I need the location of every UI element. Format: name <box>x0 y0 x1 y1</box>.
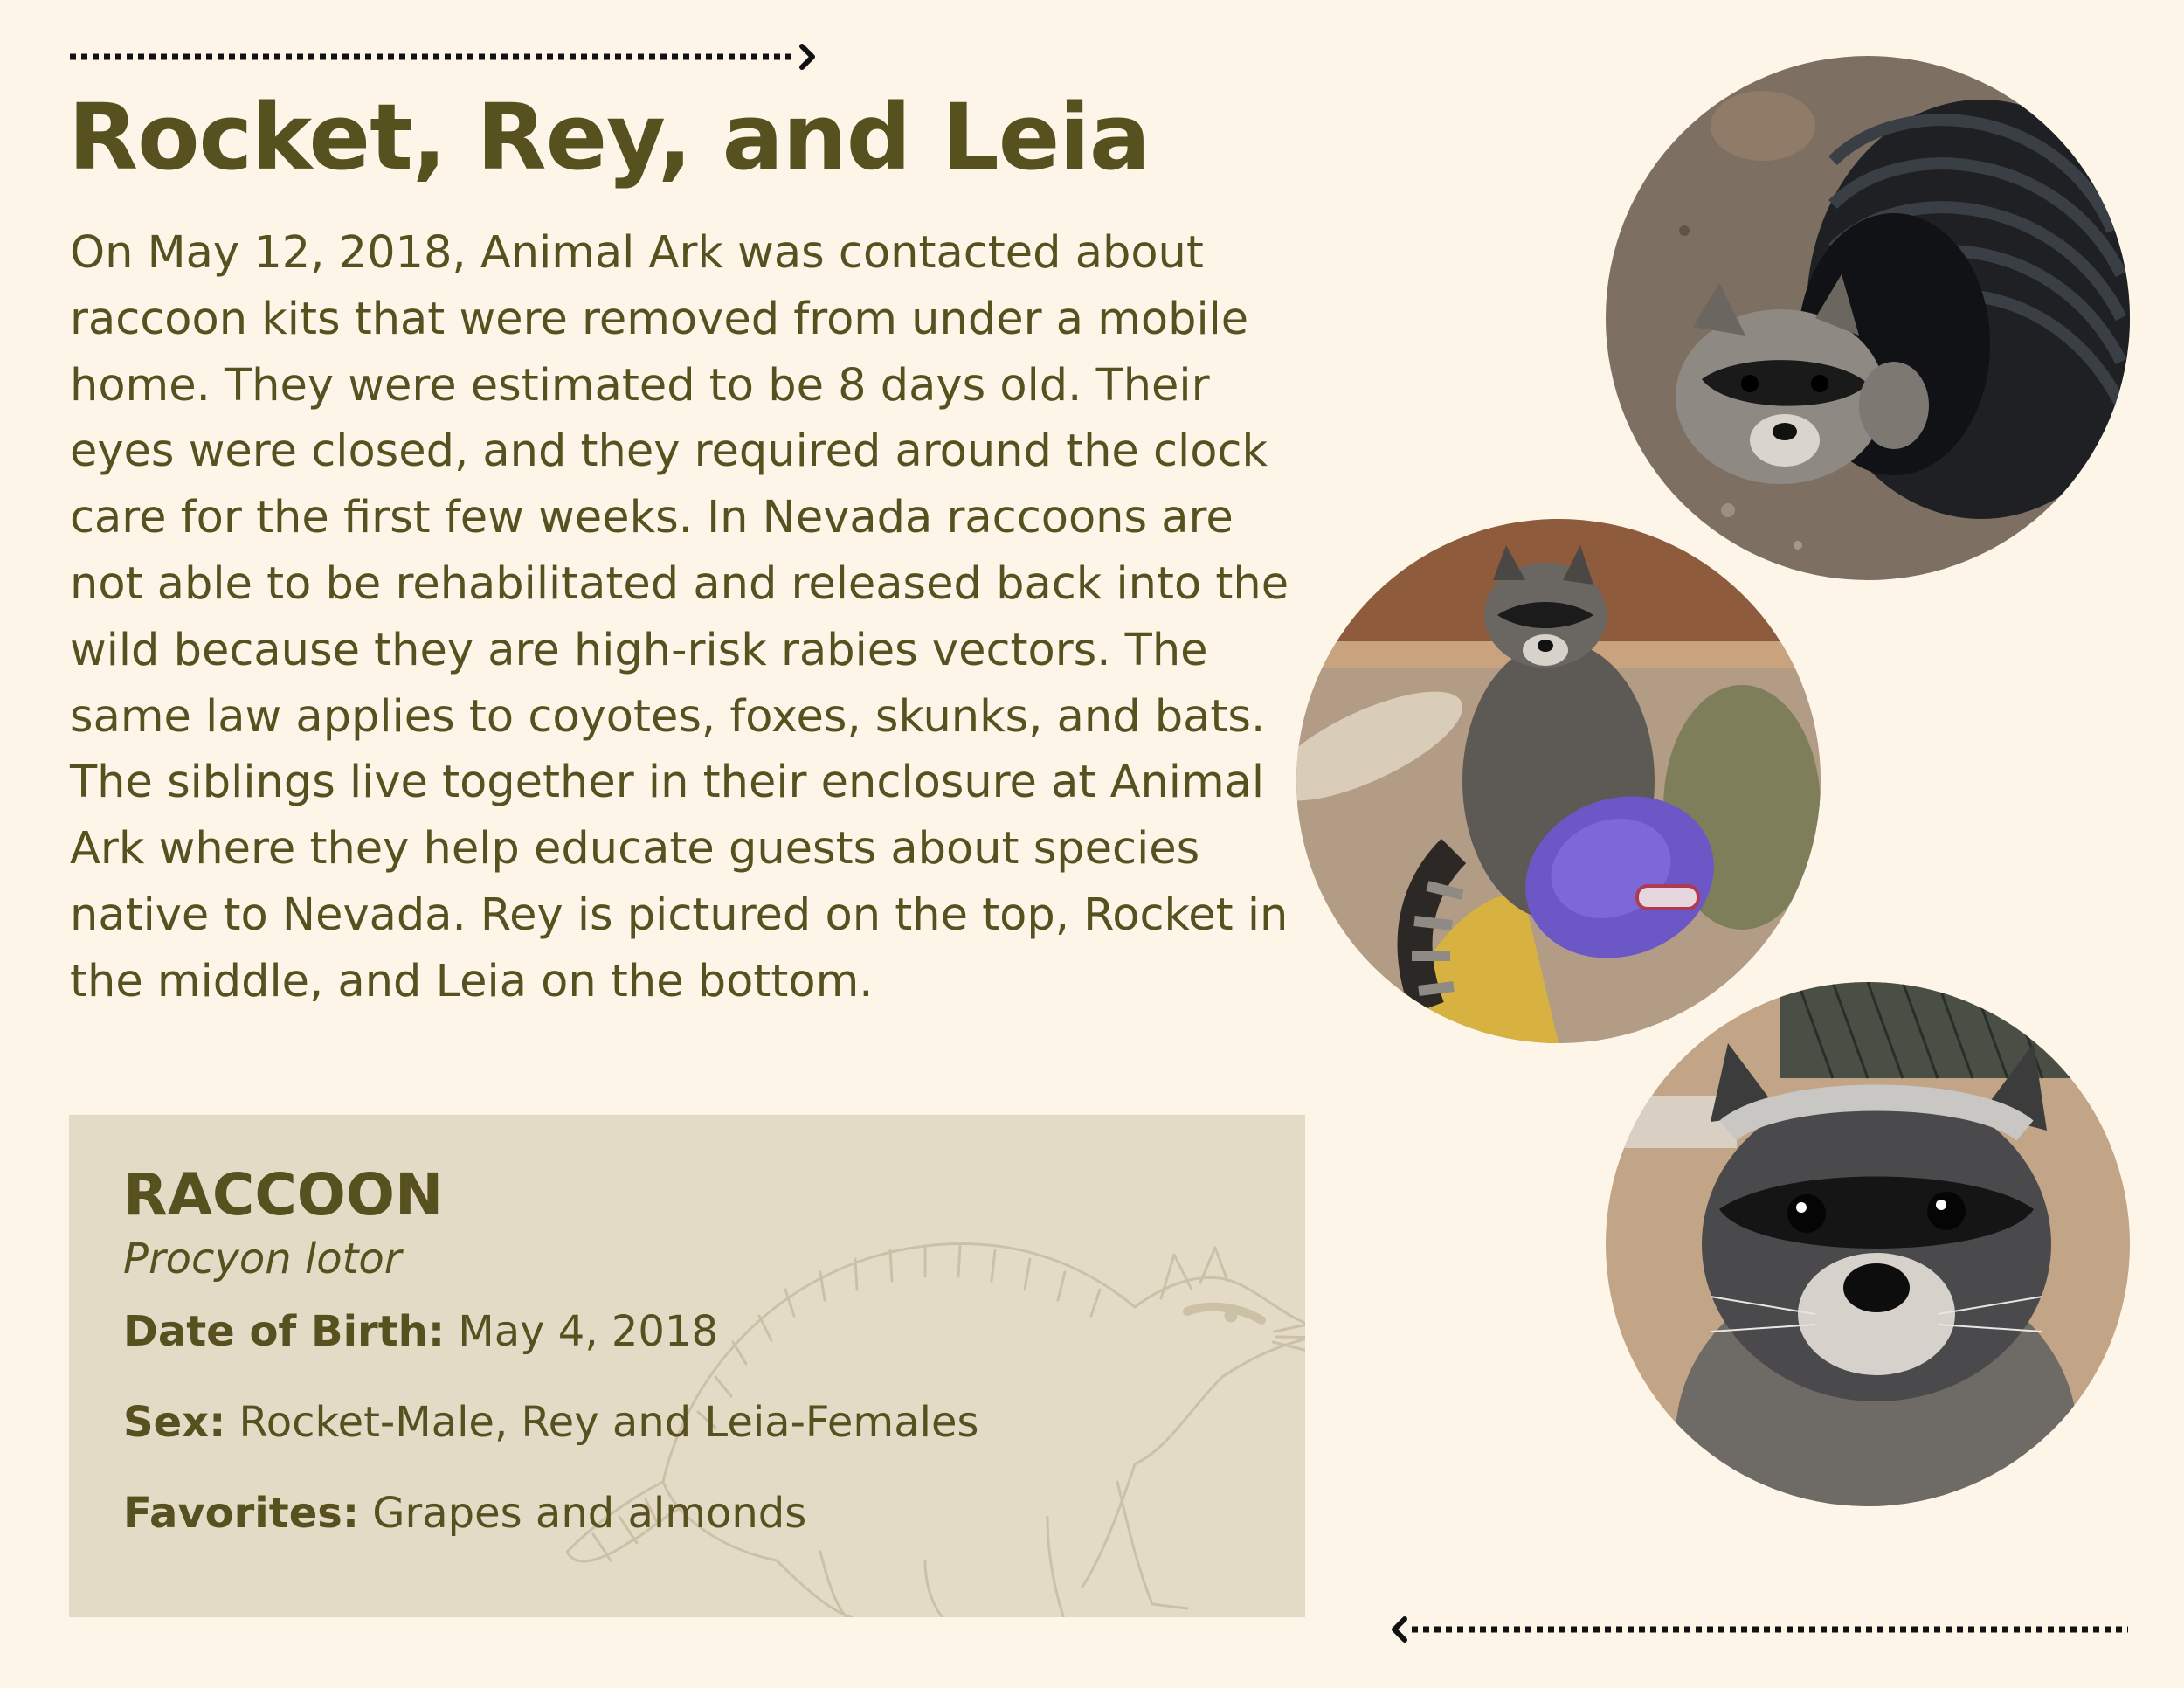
raccoon-face-closeup-image <box>1606 982 2130 1506</box>
date-of-birth-value: May 4, 2018 <box>445 1307 719 1356</box>
favorites <box>123 1468 1270 1559</box>
sex-value: Rocket-Male, Rey and Leia-Females <box>225 1398 979 1447</box>
date-of-birth <box>123 1286 1270 1377</box>
latin-name: Procyon lotor <box>123 1235 402 1283</box>
species-name: RACCOON <box>123 1161 444 1228</box>
dotted-arrow-left-icon <box>1387 1616 2130 1643</box>
story-paragraph: On May 12, 2018, Animal Ark was contacted about raccoon kits that were removed from under a mobile home. They were estimated to be 8 days old. Their eyes were closed, and they required around the clock care for the first few weeks. In Nevada raccoons are not able to be rehabilitated and released back into the wild because they are high-risk rabies vectors. The same law applies to coyotes, foxes, skunks, and bats. The siblings live together in their enclosure at Animal Ark where they help educate guests about species native to Nevada. Rey is pictured on the top, Rocket in the middle, and Leia on the bottom. <box>70 227 1289 1007</box>
sex <box>123 1377 1270 1468</box>
photo-rocket <box>1296 519 1821 1043</box>
page-title: Rocket, Rey, and Leia <box>68 84 1151 190</box>
date-of-birth-label: Date of Birth: <box>123 1307 446 1356</box>
photo-rey <box>1606 56 2130 580</box>
raccoon-with-toy-image <box>1296 519 1821 1043</box>
photo-leia <box>1606 982 2130 1506</box>
info-box <box>69 1115 1305 1617</box>
sex-label: Sex: <box>123 1398 226 1447</box>
favorites-label: Favorites: <box>123 1489 360 1538</box>
favorites-value: Grapes and almonds <box>359 1489 807 1538</box>
raccoon-in-tube-image <box>1606 56 2130 580</box>
dotted-arrow-right-icon <box>68 44 819 70</box>
